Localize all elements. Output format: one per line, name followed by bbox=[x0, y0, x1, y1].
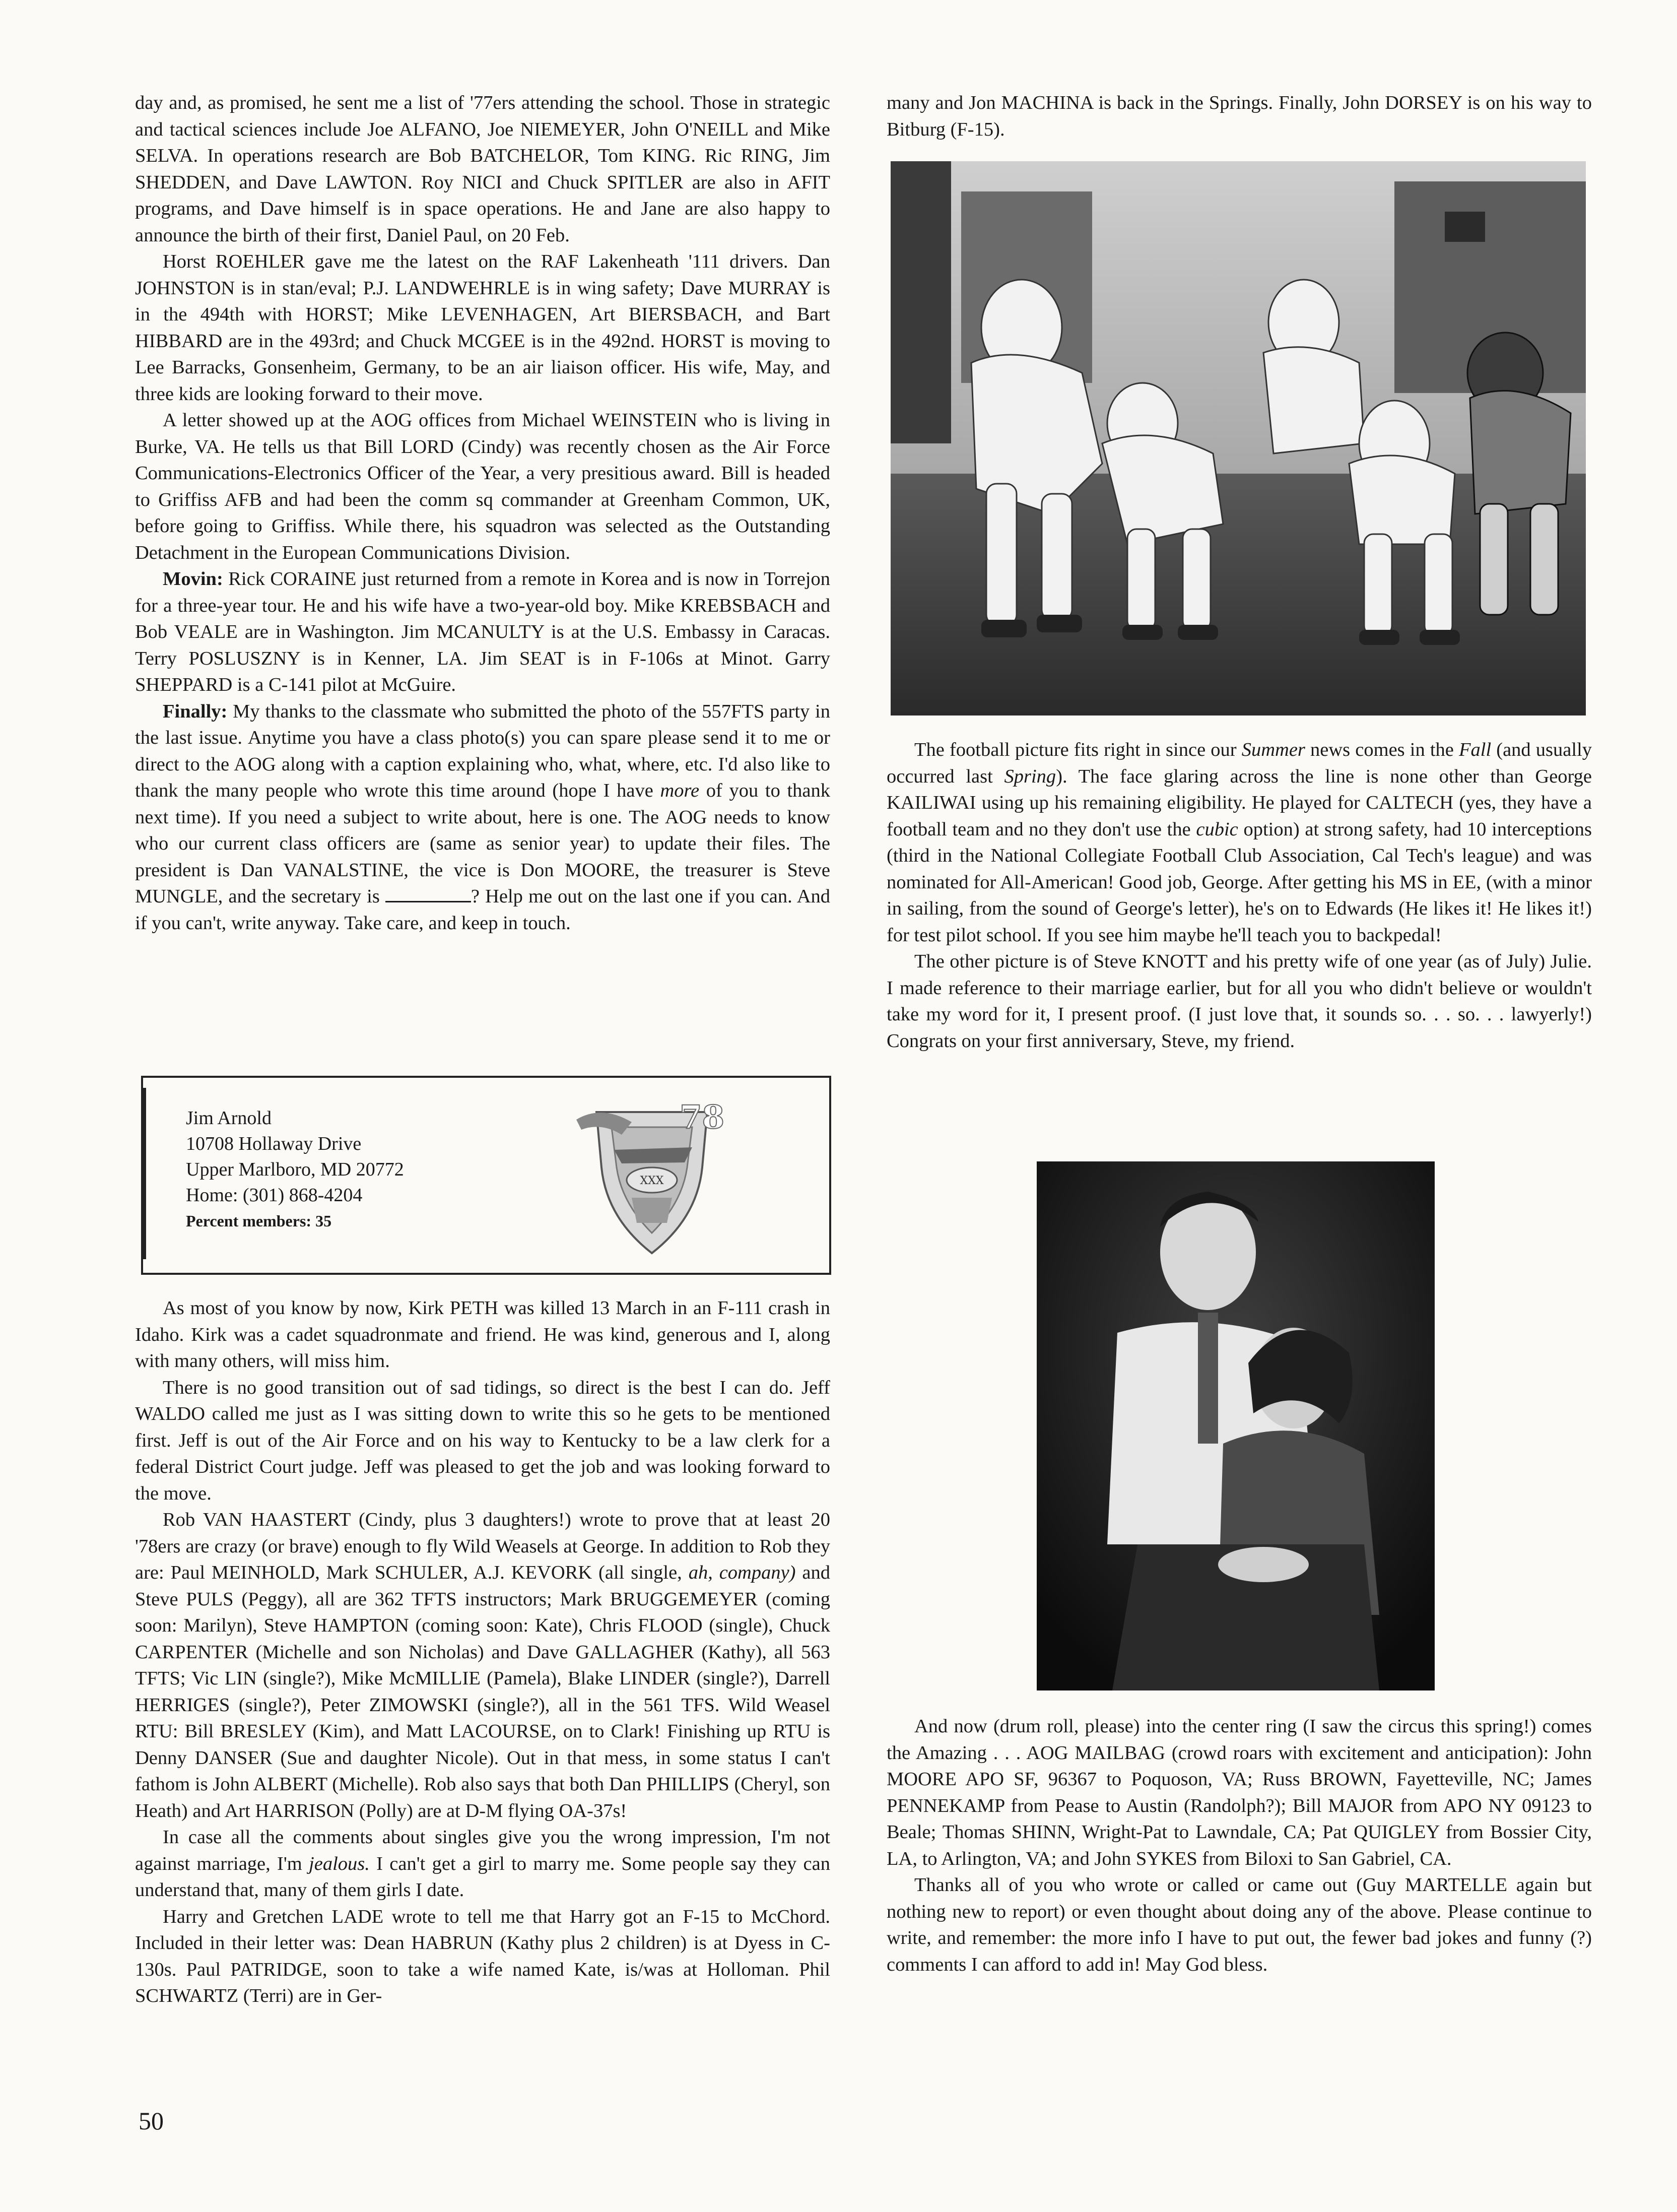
paragraph-text: (and usually occurred last bbox=[887, 739, 1592, 787]
paragraph-text: Rob VAN HAASTERT (Cindy, plus 3 daughters!) wrote to prove that at least 20 '78ers are crazy (or brave) enough to fly Wild Weasels at George. In addition to Rob they are: Paul MEINHOLD, Mark SCHULER, A.J. KEVORK (all single, bbox=[135, 1509, 830, 1583]
football-photo bbox=[891, 161, 1586, 715]
paragraph: The other picture is of Steve KNOTT and his pretty wife of one year (as of July) Julie. I made reference to their marriage earlier, but for all you who didn't believe or wouldn't take my word for it, I present proof. (I just love that, it sounds so. . . so. . . lawyerly!) Congrats on your first anniversary, Steve, my friend. bbox=[887, 951, 1592, 1052]
paragraph-lead: Finally: bbox=[163, 700, 228, 722]
paragraph: There is no good transition out of sad tidings, so direct is the best I can do. Jeff WALDO called me just as I was sitting down to write this so he gets to be mentioned first. Jeff is out of the Air Force and on his way to Kentucky to be a law clerk for a federal District Court judge. Jeff was pleased to get the job and was looking forward to the move. bbox=[135, 1377, 830, 1504]
correspondent-name: Jim Arnold bbox=[186, 1108, 272, 1129]
address-lines bbox=[186, 1105, 404, 1234]
emphasis: jealous. bbox=[309, 1853, 370, 1874]
paragraph-text: and Steve PULS (Peggy), all are 362 TFTS instructors; Mark BRUGGEMEYER (coming soon: Marilyn), Steve HAMPTON (coming soon: Kate), Chris FLOOD (single), Chuck CARPENTER (Michelle and son Nicholas) and Dave GALLAGHER (Kathy), all 563 TFTS; Vic LIN (single?), Mike McMILLIE (Pamela), Blake LINDER (single?), Darrell HERRIGES (single?), Peter ZIMOWSKI (single?), all in the 561 TFS. Wild Weasel RTU: Bill BRESLEY (Kim), and Matt LACOURSE, on to Clark! Finishing up RTU is Denny DANSER (Sue and daughter Nicole). Out in that mess, in some status I can't fathom is John ALBERT (Michelle). Rob also says that both Dan PHILLIPS (Cheryl, son Heath) and Art HARRISON (Polly) are at D-M flying OA-37s! bbox=[135, 1562, 830, 1821]
paragraph: Thanks all of you who wrote or called or came out (Guy MARTELLE again but nothing new to report) or even thought about doing any of the above. Please continue to write, and remember: the more info I have to put out, the fewer bad jokes and funny (?) comments I can afford to add in! May God bless. bbox=[887, 1874, 1592, 1975]
emphasis: cubic bbox=[1196, 818, 1238, 840]
paragraph-text: of you to thank next time). If you need a subject to write about, here is one. The AOG needs to know who our current class officers are (same as senior year) to update their files. The president is Dan VANALSTINE, the vice is Don MOORE, the treasurer is Steve MUNGLE, and the secretary is bbox=[135, 780, 830, 907]
page-number: 50 bbox=[139, 2107, 164, 2135]
paragraph: day and, as promised, he sent me a list of '77ers attending the school. Those in strategic and tactical sciences include Joe ALFANO, Joe NIEMEYER, John O'NEILL and Mike SELVA. In operations research are Bob BATCHELOR, Tom KING. Ric RING, Jim SHEDDEN, and Dave LAWTON. Roy NICI and Chuck SPITLER are also in AFIT programs, and Dave himself is in space operations. He and Jane are also happy to announce the birth of their first, Daniel Paul, on 20 Feb. bbox=[135, 92, 830, 246]
paragraph-text: Rick CORAINE just returned from a remote in Korea and is now in Torrejon for a three-year tour. He and his wife have a two-year-old boy. Mike KREBSBACH and Bob VEALE are in Washington. Jim MCANULTY is at the U.S. Embassy in Caracas. Terry POSLUSZNY is in Kenner, LA. Jim SEAT is in F-106s at Minot. Garry SHEPPARD is a C-141 pilot at McGuire. bbox=[135, 568, 830, 695]
paragraph-text: I can't get a girl to marry me. Some people say they can understand that, many of them girls I date. bbox=[135, 1853, 830, 1901]
paragraph-text: The football picture fits right in since our bbox=[914, 739, 1242, 760]
crest-year-text: 78 bbox=[680, 1098, 725, 1136]
right-column-middle bbox=[887, 737, 1592, 1054]
phone-number: Home: (301) 868-4204 bbox=[186, 1185, 363, 1206]
paragraph bbox=[135, 1824, 830, 1904]
couple-photo bbox=[1037, 1161, 1435, 1690]
blank-line bbox=[385, 887, 471, 902]
paragraph: Horst ROEHLER gave me the latest on the RAF Lakenheath '111 drivers. Dan JOHNSTON is in stan/eval; P.J. LANDWEHRLE is in wing safety; Dave MURRAY is in the 494th with HORST; Mike LEVENHAGEN, Art BIERSBACH, and Bart HIBBARD are in the 493rd; and Chuck MCGEE is in the 492nd. HORST is moving to Lee Barracks, Gonsenheim, Germany, to be an air liaison officer. His wife, May, and three kids are looking forward to their move. bbox=[135, 251, 830, 405]
paragraph-text: ? Help me out on the last one if you can. And if you can't, write anyway. Take care, and keep in touch. bbox=[135, 886, 831, 934]
paragraph bbox=[135, 698, 830, 937]
paragraph-text: My thanks to the classmate who submitted the photo of the 557FTS party in the last issue. Anytime you have a class photo(s) you can spare please send it to me or direct to the AOG along with a caption explaining who, what, where, etc. I'd also like to thank the many people who wrote this time around (hope I have bbox=[135, 700, 830, 801]
right-column-top bbox=[887, 90, 1592, 143]
paragraph: many and Jon MACHINA is back in the Springs. Finally, John DORSEY is on his way to Bitburg (F-15). bbox=[887, 92, 1592, 140]
class-crest-icon bbox=[566, 1092, 737, 1263]
paragraph-lead: Movin: bbox=[163, 568, 223, 590]
emphasis: ah, company) bbox=[688, 1562, 796, 1583]
paragraph: Harry and Gretchen LADE wrote to tell me that Harry got an F-15 to McChord. Included in their letter was: Dean HABRUN (Kathy plus 2 children) is at Dyess in C-130s. Paul PATRIDGE, soon to take a wife named Kate, is/was at Holloman. Phil SCHWARTZ (Terri) are in Ger- bbox=[135, 1906, 830, 2006]
paragraph: And now (drum roll, please) into the center ring (I saw the circus this spring!) comes the Amazing . . . AOG MAILBAG (crowd roars with excitement and anticipation): John MOORE APO SF, 96367 to Poquoson, VA; Russ BROWN, Fayetteville, NC; James PENNEKAMP from Pease to Austin (Randolph?); Bill MAJOR from APO NY 09123 to Beale; Thomas SHINN, Wright-Pat to Lawndale, CA; Pat QUIGLEY from Bossier City, LA, to Arlington, VA; and John SYKES from Biloxi to San Gabriel, CA. bbox=[887, 1716, 1592, 1869]
svg-text:XXX: XXX bbox=[640, 1175, 664, 1187]
emphasis: Fall bbox=[1458, 739, 1492, 760]
city-address: Upper Marlboro, MD 20772 bbox=[186, 1159, 404, 1180]
percent-members: Percent members: 35 bbox=[186, 1212, 332, 1230]
paragraph: As most of you know by now, Kirk PETH was killed 13 March in an F-111 crash in Idaho. Kirk was a cadet squadronmate and friend. He was kind, generous and I, along with many others, will miss him. bbox=[135, 1297, 830, 1372]
paragraph-text: news comes in the bbox=[1305, 739, 1459, 760]
paragraph-text: option) at strong safety, had 10 interceptions (third in the National Collegiate Football Club Association, Cal Tech's league) and was nominated for All-American! Good job, George. After getting his MS in EE, (with a minor in sailing, from the sound of George's letter), he's on to Edwards (He likes it! He likes it!) for test pilot school. If you see him maybe he'll teach you to backpedal! bbox=[887, 818, 1592, 946]
paragraph bbox=[135, 566, 830, 698]
paragraph: A letter showed up at the AOG offices from Michael WEINSTEIN who is living in Burke, VA. He tells us that Bill LORD (Cindy) was recently chosen as the Air Force Communications-Electronics Officer of the Year, a very presitious award. Bill is headed to Griffiss AFB and had been the comm sq commander at Greenham Common, UK, before going to Griffiss. While there, his squadron was selected as the Outstanding Detachment in the European Communications Division. bbox=[135, 410, 830, 563]
class-correspondent-box bbox=[141, 1076, 831, 1275]
paragraph bbox=[135, 1507, 830, 1824]
street-address: 10708 Hollaway Drive bbox=[186, 1133, 362, 1154]
emphasis: Spring bbox=[1004, 765, 1056, 787]
left-column-bottom bbox=[135, 1295, 830, 2009]
emphasis: more bbox=[660, 780, 700, 801]
left-column-top bbox=[135, 90, 830, 936]
right-column-bottom bbox=[887, 1713, 1592, 1978]
paragraph-text: ). The face glaring across the line is none other than George KAILIWAI using up his remaining eligibility. He played for CALTECH (yes, they have a football team and no they don't use the bbox=[887, 765, 1592, 840]
paragraph-text: In case all the comments about singles give you the wrong impression, I'm not against marriage, I'm bbox=[135, 1827, 830, 1874]
emphasis: Summer bbox=[1241, 739, 1305, 760]
paragraph bbox=[887, 737, 1592, 948]
